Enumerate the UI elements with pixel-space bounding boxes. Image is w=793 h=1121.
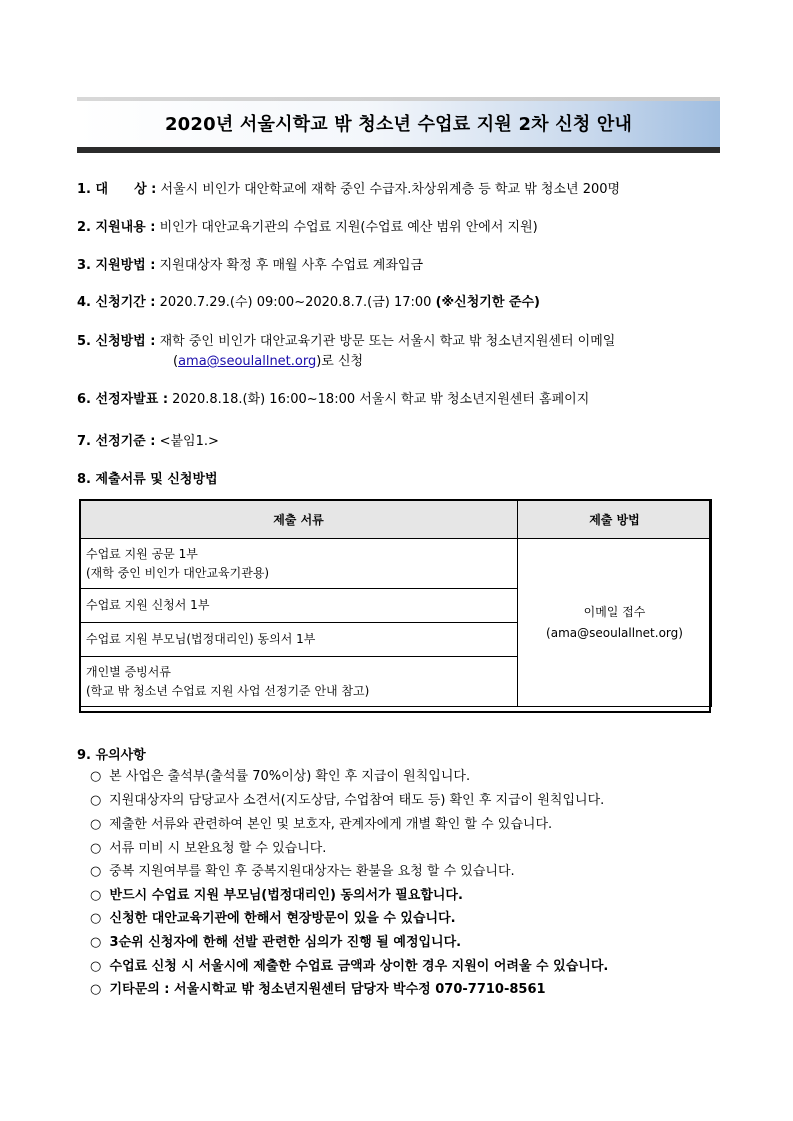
doc-line: 수업료 지원 부모님(법정대리인) 동의서 1부 xyxy=(86,632,316,646)
item-announce xyxy=(77,390,727,410)
circle-bullet-icon: ○ xyxy=(90,911,102,926)
item-announce-text: 2020.8.18.(화) 16:00~18:00 서울시 학교 밖 청소년지원센터 홈페이지 xyxy=(172,392,590,407)
table-cell-doc xyxy=(80,539,518,589)
note-item xyxy=(90,862,515,882)
doc-line: 수업료 지원 공문 1부 xyxy=(86,546,198,561)
circle-bullet-icon: ○ xyxy=(90,817,102,832)
title-banner xyxy=(77,97,720,153)
item-apply-text: 재학 중인 비인가 대안교육기관 방문 또는 서울시 학교 밖 청소년지원센터 이메일 xyxy=(159,334,616,349)
item-period-text: 2020.7.29.(수) 09:00~2020.8.7.(금) 17:00 xyxy=(159,295,432,310)
note-item xyxy=(90,839,326,859)
notes-heading: 9. 유의사항 xyxy=(77,748,146,763)
circle-bullet-icon: ○ xyxy=(90,888,102,903)
circle-bullet-icon: ○ xyxy=(90,841,102,856)
note-item xyxy=(90,933,461,953)
item-period-note: (※신청기한 준수) xyxy=(435,295,540,310)
note-text: 서류 미비 시 보완요청 할 수 있습니다. xyxy=(109,841,327,856)
method-line: 이메일 접수 xyxy=(583,604,646,619)
email-link[interactable]: ama@seoulallnet.org xyxy=(178,354,317,369)
note-item xyxy=(90,886,463,906)
note-item xyxy=(90,815,552,835)
doc-line: 개인별 증빙서류 xyxy=(86,664,171,679)
item-period xyxy=(77,293,727,313)
item-content-label: 2. 지원내용 : xyxy=(77,220,156,235)
note-item xyxy=(90,791,604,811)
note-text: 신청한 대안교육기관에 한해서 현장방문이 있을 수 있습니다. xyxy=(109,911,456,926)
item-target-text: 서울시 비인가 대안학교에 재학 중인 수급자.차상위계층 등 학교 밖 청소년 200명 xyxy=(160,182,621,197)
table-header-docs: 제출 서류 xyxy=(80,500,518,539)
item-method-text: 지원대상자 확정 후 매월 사후 수업료 계좌입금 xyxy=(159,258,424,273)
doc-subline: (학교 밖 청소년 수업료 지원 사업 선정기준 안내 참고) xyxy=(86,683,370,698)
doc-subline: (재학 중인 비인가 대안교육기관용) xyxy=(86,565,270,580)
item-docs-label: 8. 제출서류 및 신청방법 xyxy=(77,472,218,487)
note-text: 3순위 신청자에 한해 선발 관련한 심의가 진행 될 예정입니다. xyxy=(109,935,462,950)
circle-bullet-icon: ○ xyxy=(90,982,102,997)
item-target-label: 1. 대 상 : xyxy=(77,182,157,197)
item-method-label: 3. 지원방법 : xyxy=(77,258,156,273)
circle-bullet-icon: ○ xyxy=(90,864,102,879)
item-criteria-text: <붙임1.> xyxy=(159,434,219,449)
item-criteria-label: 7. 선정기준 : xyxy=(77,434,156,449)
table-cell-doc xyxy=(80,657,518,707)
note-text: 지원대상자의 담당교사 소견서(지도상담, 수업참여 태도 등) 확인 후 지급이 원칙입니다. xyxy=(109,793,605,808)
doc-line: 수업료 지원 신청서 1부 xyxy=(86,598,210,612)
note-text: 반드시 수업료 지원 부모님(법정대리인) 동의서가 필요합니다. xyxy=(109,888,463,903)
circle-bullet-icon: ○ xyxy=(90,769,102,784)
item-announce-label: 6. 선정자발표 : xyxy=(77,392,169,407)
table-header-method: 제출 방법 xyxy=(518,500,712,539)
item-method xyxy=(77,256,727,276)
note-text: 수업료 신청 시 서울시에 제출한 수업료 금액과 상이한 경우 지원이 어려울 수 있습니다. xyxy=(109,959,609,974)
title-bottom-bar xyxy=(77,147,720,153)
method-email: (ama@seoulallnet.org) xyxy=(546,625,683,640)
page-title: 2020년 서울시학교 밖 청소년 수업료 지원 2차 신청 안내 xyxy=(164,114,633,135)
item-apply-continued xyxy=(173,352,363,372)
note-item xyxy=(90,980,546,1000)
item-docs xyxy=(77,470,727,490)
note-item xyxy=(90,957,608,977)
table-header-row xyxy=(80,500,712,539)
item-criteria xyxy=(77,432,727,452)
item-apply-label: 5. 신청방법 : xyxy=(77,334,156,349)
item-period-label: 4. 신청기간 : xyxy=(77,295,156,310)
item-target xyxy=(77,180,727,200)
circle-bullet-icon: ○ xyxy=(90,793,102,808)
table-cell-method xyxy=(518,539,712,707)
note-item xyxy=(90,909,456,929)
note-text: 기타문의 : 서울시학교 밖 청소년지원센터 담당자 박수정 070-7710-8561 xyxy=(109,982,546,997)
circle-bullet-icon: ○ xyxy=(90,959,102,974)
note-text: 중복 지원여부를 확인 후 중복지원대상자는 환불을 요청 할 수 있습니다. xyxy=(109,864,515,879)
table-row xyxy=(80,539,712,589)
documents-table xyxy=(79,499,712,707)
note-text: 제출한 서류와 관련하여 본인 및 보호자, 관계자에게 개별 확인 할 수 있습니다. xyxy=(109,817,553,832)
item-apply-open: ( xyxy=(173,354,179,369)
circle-bullet-icon: ○ xyxy=(90,935,102,950)
table-cell-doc xyxy=(80,623,518,657)
item-apply-close: )로 신청 xyxy=(316,354,364,369)
note-item xyxy=(90,767,470,787)
item-apply xyxy=(77,332,727,352)
note-text: 본 사업은 출석부(출석률 70%이상) 확인 후 지급이 원칙입니다. xyxy=(109,769,471,784)
item-content-text: 비인가 대안교육기관의 수업료 지원(수업료 예산 범위 안에서 지원) xyxy=(159,220,538,235)
table-cell-doc xyxy=(80,589,518,623)
title-top-bar xyxy=(77,97,720,101)
item-content xyxy=(77,218,727,238)
